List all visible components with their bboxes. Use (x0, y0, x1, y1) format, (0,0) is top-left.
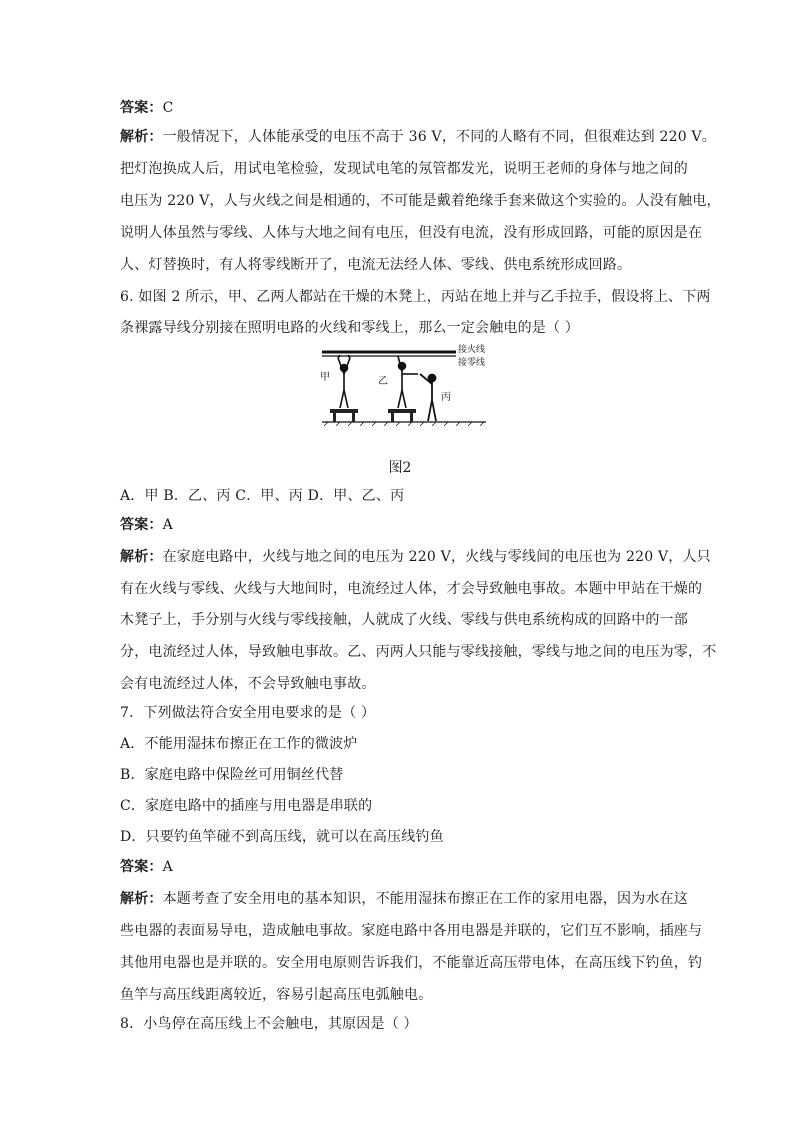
q5-analysis-line: 解析：一般情况下，人体能承受的电压不高于 36 V，不同的人略有不同，但很难达到 220 V。 (120, 129, 716, 145)
q7-analysis-line: 解析：本题考查了安全用电的基本知识，不能用湿抹布擦正在工作的家用电器，因为水在这 (120, 891, 689, 907)
q6-options: A．甲 B．乙、丙 C．甲、丙 D．甲、乙、丙 (120, 488, 405, 504)
q5-analysis-line: 说明人体虽然与零线、人体与大地之间有电压，但没有电流，没有形成回路，可能的原因是在 (120, 225, 703, 241)
label-bing: 丙 (441, 392, 451, 403)
q5-analysis-line: 电压为 220 V，人与火线之间是相通的，不可能是戴着绝缘手套来做这个实验的。人没有触电， (120, 193, 721, 209)
q6-analysis-line: 会有电流经过人体，不会导致触电事故。 (120, 676, 376, 692)
wooden-stool-a (330, 409, 358, 422)
q7-analysis-line: 些电器的表面易导电，造成触电事故。家庭电路中各用电器是并联的，它们互不影响，插座与 (120, 923, 703, 939)
q6-analysis-line: 分，电流经过人体，导致触电事故。乙、丙两人只能与零线接触，零线与地之间的电压为零，不 (120, 644, 717, 660)
figure-2-circuit-diagram (318, 344, 490, 426)
q7-option: C．家庭电路中的插座与用电器是串联的 (120, 798, 373, 814)
q7-option: B．家庭电路中保险丝可用铜丝代替 (120, 767, 344, 783)
q5-analysis-line: 人、灯替换时，有人将零线断开了，电流无法经人体、零线、供电系统形成回路。 (120, 257, 632, 273)
q5-analysis-line: 把灯泡换成人后，用试电笔检验，发现试电笔的氖管都发光，说明王老师的身体与地之间的 (120, 161, 688, 177)
label-yi: 乙 (378, 376, 388, 387)
q8-stem: 8．小鸟停在高压线上不会触电，其原因是（ ） (120, 1016, 418, 1032)
q7-answer: 答案：A (120, 859, 173, 875)
person-jia-figure (338, 355, 350, 408)
q6-stem-line: 条裸露导线分别接在照明电路的火线和零线上，那么一定会触电的是（ ） (120, 320, 580, 336)
person-yi-figure (398, 356, 418, 408)
q6-analysis-line: 解析：在家庭电路中，火线与地之间的电压为 220 V，火线与零线间的电压也为 220 V，人只 (120, 549, 711, 565)
label-jia: 甲 (320, 372, 330, 383)
q5-answer: 答案：C (120, 100, 174, 116)
q6-analysis-line: 木凳子上，手分别与火线与零线接触，人就成了火线、零线与供电系统构成的回路中的一部 (120, 612, 688, 628)
q7-analysis-line: 鱼竿与高压线距离较近，容易引起高压电弧触电。 (120, 987, 433, 1003)
q6-stem-line: 6. 如图 2 所示，甲、乙两人都站在干燥的木凳上，丙站在地上并与乙手拉手，假设将上、下两 (120, 289, 711, 305)
label-neutral: 接零线 (458, 358, 486, 368)
q6-analysis-line: 有在火线与零线、火线与大地间时，电流经过人体，才会导致触电事故。本题中甲站在干燥的 (120, 581, 703, 597)
q7-stem: 7．下列做法符合安全用电要求的是（ ） (120, 705, 376, 721)
person-bing-figure (420, 374, 436, 421)
q6-answer: 答案：A (120, 517, 173, 533)
figure-caption: 图2 (388, 460, 412, 476)
q7-option: A．不能用湿抹布擦正在工作的微波炉 (120, 736, 358, 752)
q7-analysis-line: 其他用电器也是并联的。安全用电原则告诉我们，不能靠近高压带电体，在高压线下钓鱼，钓 (120, 955, 703, 971)
q7-option: D．只要钓鱼竿碰不到高压线，就可以在高压线钓鱼 (120, 829, 444, 845)
ground-hatching (324, 422, 484, 426)
label-live: 接火线 (458, 345, 486, 355)
wooden-stool-b (388, 409, 416, 422)
